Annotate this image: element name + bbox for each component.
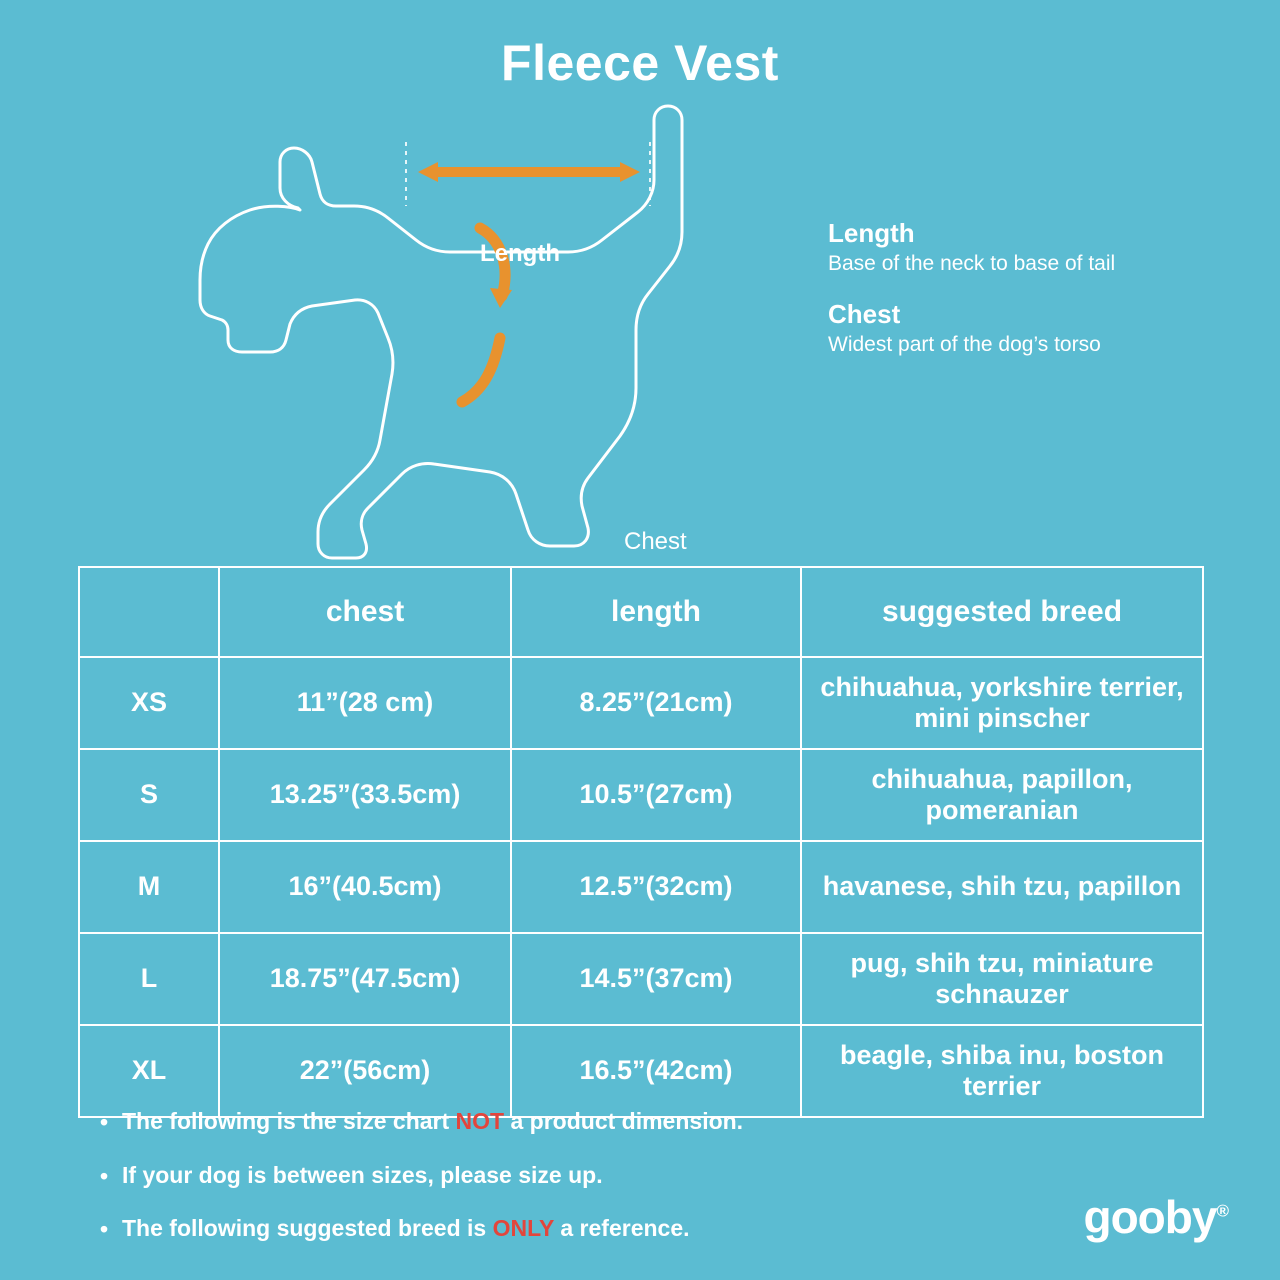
row-size: XS [79,657,219,749]
row-breed: beagle, shiba inu, boston terrier [801,1025,1203,1117]
bullet-icon: • [100,1162,109,1189]
note-item [96,1108,1096,1136]
row-length: 12.5”(32cm) [511,841,801,933]
row-size: L [79,933,219,1025]
legend-item-chest [828,299,1188,358]
row-chest: 11”(28 cm) [219,657,511,749]
note-text-post: a product dimension. [504,1108,744,1134]
diagram-length-label: Length [480,240,560,267]
legend-chest-description: Widest part of the dog’s torso [828,333,1101,357]
size-table [78,566,1204,1118]
note-text-post: a reference. [553,1215,690,1242]
note-highlight: NOT [455,1108,505,1134]
row-length: 10.5”(27cm) [511,749,801,841]
header-chest: chest [219,567,511,657]
row-chest: 22”(56cm) [219,1025,511,1117]
diagram-chest-label: Chest [624,528,687,555]
legend-item-length [828,218,1188,277]
dog-measurement-diagram [150,100,850,560]
row-breed: havanese, shih tzu, papillon [801,841,1203,933]
legend-length-description: Base of the neck to base of tail [828,252,1116,275]
legend-chest-title: Chest [828,299,901,330]
row-chest: 18.75”(47.5cm) [219,933,511,1025]
legend-length-title: Length [828,218,915,248]
table-row [79,933,1203,1025]
note-highlight: ONLY [492,1215,554,1242]
note-text-pre: The following is the size chart [122,1108,456,1134]
table-row [79,1025,1203,1117]
table-row [79,749,1203,841]
notes-list [96,1108,1096,1269]
table-row [79,657,1203,749]
page-title: Fleece Vest [501,35,779,91]
header-breed: suggested breed [801,567,1203,657]
row-size: S [79,749,219,841]
header-size [79,567,219,657]
header-length: length [511,567,801,657]
row-breed: chihuahua, yorkshire terrier, mini pinscher [801,657,1203,749]
dog-outline-svg [150,100,850,560]
brand-logo [1083,1190,1228,1244]
note-text-pre: The following suggested breed is [122,1215,493,1242]
bullet-icon: • [100,1109,109,1135]
row-size: XL [79,1025,219,1117]
bullet-icon: • [100,1216,109,1243]
registered-trademark-icon: ® [1216,1201,1228,1221]
row-breed: pug, shih tzu, miniature schnauzer [801,933,1203,1025]
row-size: M [79,841,219,933]
measurement-legend [828,218,1188,381]
length-arrow [418,162,640,182]
note-item [96,1215,1096,1243]
row-length: 8.25”(21cm) [511,657,801,749]
note-text-pre: If your dog is between sizes, please size up. [122,1161,603,1188]
row-length: 16.5”(42cm) [511,1025,801,1117]
brand-name: gooby [1083,1191,1217,1243]
row-breed: chihuahua, papillon, pomeranian [801,749,1203,841]
note-item [96,1162,1096,1190]
row-chest: 16”(40.5cm) [219,841,511,933]
row-length: 14.5”(37cm) [511,933,801,1025]
table-row [79,841,1203,933]
row-chest: 13.25”(33.5cm) [219,749,511,841]
table-header-row [79,567,1203,657]
